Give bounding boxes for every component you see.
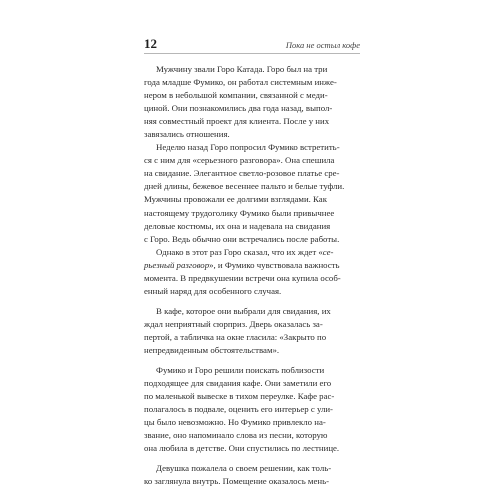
text-line (144, 259, 360, 272)
body-text (144, 63, 360, 488)
text-line: она любила в детстве. Они спустились по лестнице. (144, 443, 340, 454)
paragraph-3 (144, 246, 360, 298)
text-line: непредвиденным обстоятельствам». (144, 344, 280, 355)
text-line: няя совместный проект для клиента. После у них (144, 116, 330, 127)
text-line: ждал неприятный сюрприз. Дверь оказалась за- (144, 318, 323, 329)
text-line: Мужчину звали Горо Катада. Горо был на три (156, 64, 328, 74)
text-line: В кафе, которое они выбрали для свидания, их (156, 305, 331, 316)
text-line: Неделю назад Горо попросил Фумико встретить- (156, 142, 340, 153)
text-run: », и Фумико чувствовала важность (209, 259, 340, 270)
text-line: полагалось в подвале, оценить его интерьер с ули- (144, 404, 333, 415)
text-line: цы было невозможно. Но Фумико привлекло на- (144, 417, 326, 428)
text-line: на свидание. Элегантное светло-розовое платье сре- (144, 168, 340, 179)
paragraph-2 (144, 141, 360, 245)
text-line: нером в небольшой компании, связанной с меди- (144, 90, 328, 101)
text-line: с Горо. Ведь обычно они встречались после работы. (144, 233, 340, 244)
text-line: завязались отношения. (144, 129, 230, 140)
text-line: звание, оно напоминало слова из песни, которую (144, 430, 328, 441)
page-header (144, 36, 360, 52)
page-number: 12 (144, 36, 157, 51)
paragraph-1 (144, 63, 360, 141)
text-line: циной. Они познакомились два года назад, выпол- (144, 103, 333, 114)
text-line: деловые костюмы, их она и надевала на свидания (144, 220, 331, 231)
paragraph-4 (144, 305, 360, 357)
text-line: пертой, а табличка на окне гласила: «Закрыто по (144, 331, 327, 342)
italic-run: рьезный разговор (144, 259, 210, 270)
text-line: ко заглянула внутрь. Помещение оказалось мень- (144, 476, 330, 487)
text-line: Фумико и Горо решили поискать поблизости (156, 365, 325, 376)
text-line: ся с ним для «серьезного разговора». Она спешила (144, 155, 335, 166)
text-line: подходящее для свидания кафе. Они заметили его (144, 378, 332, 389)
text-line (144, 246, 360, 259)
header-rule (144, 53, 360, 54)
paragraph-5 (144, 364, 360, 455)
text-line: года младше Фумико, он работал системным инже- (144, 77, 337, 88)
text-line: настоящему трудоголику Фумико были привычнее (144, 207, 335, 218)
running-title: Пока не остыл кофе (285, 40, 360, 50)
text-line: енный наряд для особенного случая. (144, 285, 282, 296)
italic-run: се- (322, 246, 334, 257)
text-line: Девушка пожалела о своем решении, как толь- (156, 463, 332, 474)
text-line: дней длины, бежевое весеннее пальто и белые туфли. (144, 181, 345, 192)
text-line: по маленькой вывеске в тихом переулке. Кафе рас- (144, 391, 335, 402)
text-line: Мужчины провожали ее долгими взглядами. Как (144, 194, 327, 205)
text-run: Однако в этот раз Горо сказал, что их ждет « (156, 246, 323, 257)
text-line: момента. В предвкушении встречи она купила особ- (144, 272, 341, 283)
paragraph-6 (144, 462, 360, 488)
